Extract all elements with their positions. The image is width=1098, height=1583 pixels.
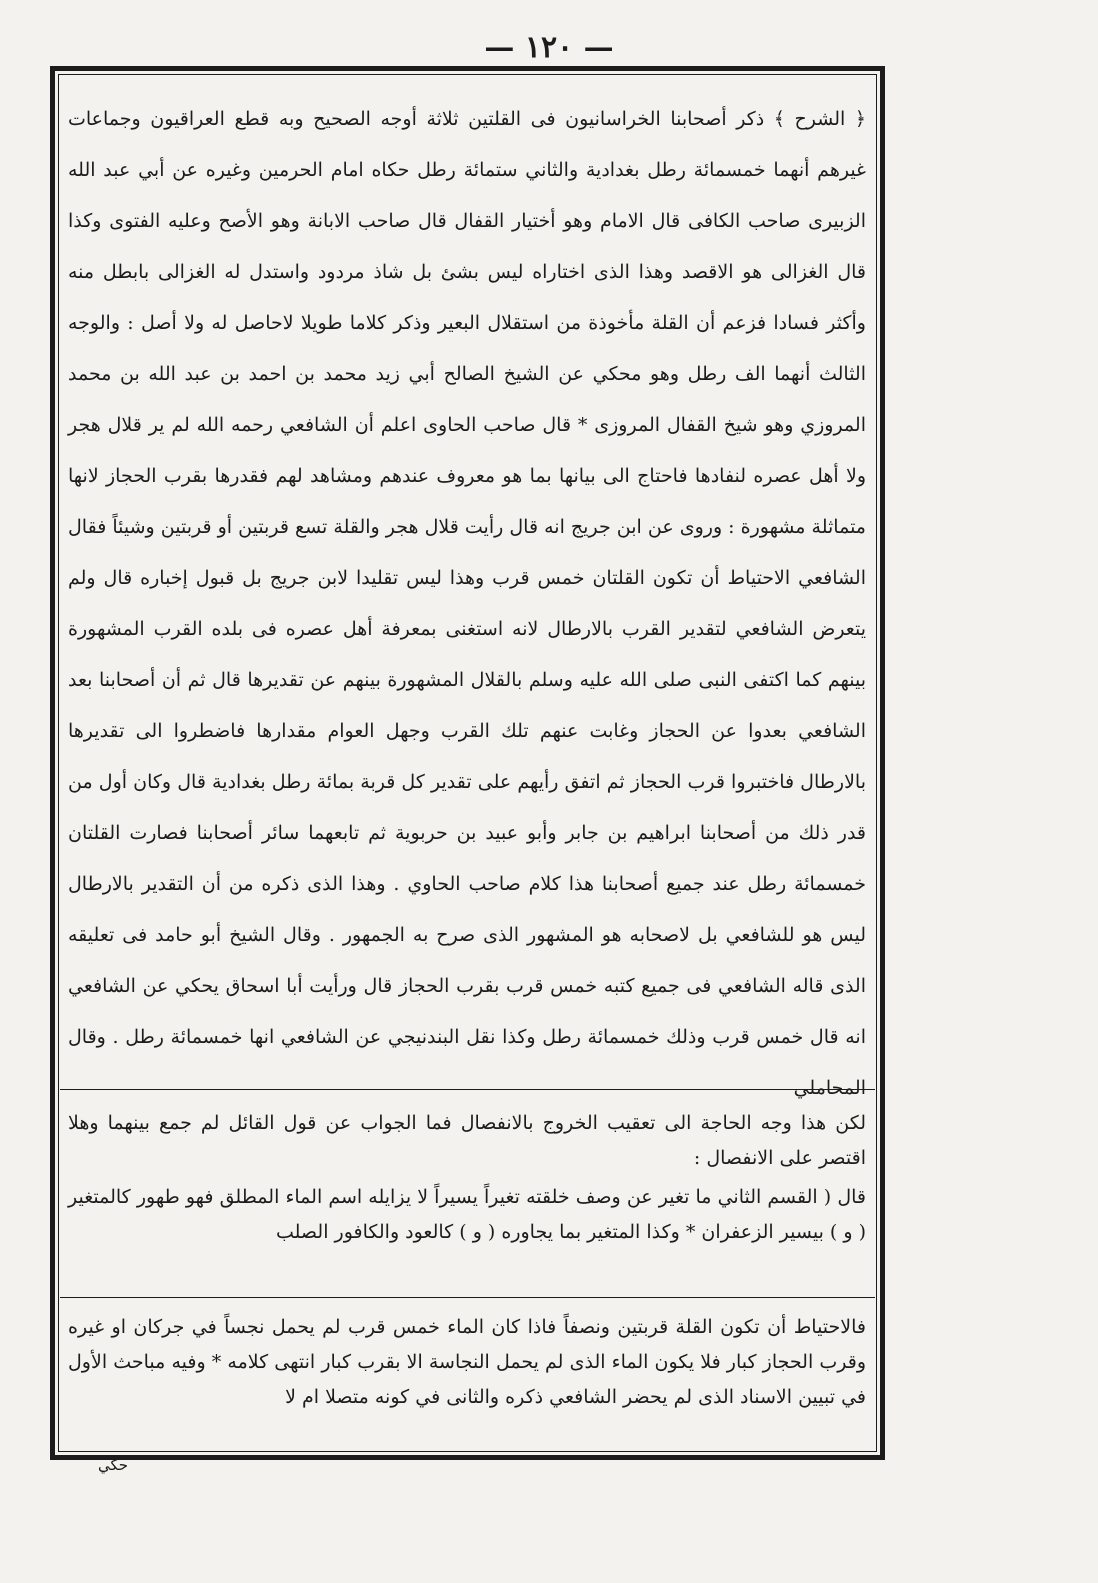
section-divider-top xyxy=(60,1089,875,1090)
commentary-paragraph: ﴿ الشرح ﴾ ذكر أصحابنا الخراسانيون فى القلتين ثلاثة أوجه الصحيح وبه قطع العراقيون وجماعات غيرهم أنهما خمسمائة رطل بغدادية والثاني ستمائة رطل حكاه امام الحرمين وغيره عن أبي عبد الله الزبيرى صاحب الكافى قال الامام وهو أختيار القفال قال صاحب الابانة وهو الأصح وعليه الفتوى وكذا قال الغزالى هو الاقصد وهذا الذى اختاراه ليس بشئ بل شاذ مردود واستدل له الغزالى بابطل منه وأكثر فسادا فزعم أن القلة مأخوذة من استقلال البعير وذكر كلاما طويلا لاحاصل له ولا أصل : والوجه الثالث أنهما الف رطل وهو محكي عن الشيخ الصالح أبي زيد محمد بن احمد بن عبد الله بن محمد المروزي وهو شيخ القفال المروزى * قال صاحب الحاوى اعلم أن الشافعي رحمه الله لم ير قلال هجر ولا أهل عصره لنفادها فاحتاج الى بيانها بما هو معروف عندهم ومشاهد لهم فقدرها بقرب الحجاز لانها متماثلة مشهورة : وروى عن ابن جريج انه قال رأيت قلال هجر والقلة تسع قربتين أو قربتين وشيئاً فقال الشافعي الاحتياط أن تكون القلتان خمس قرب وهذا ليس تقليدا لابن جريج بل قبول إخباره قال ولم يتعرض الشافعي لتقدير القرب بالارطال لانه استغنى بمعرفة أهل عصره فى بلده القرب المشهورة بينهم كما اكتفى النبى صلى الله عليه وسلم بالقلال المشهورة بينهم عن تقديرها قال ثم أن أصحابنا بعد الشافعي بعدوا عن الحجاز وغابت عنهم تلك القرب وجهل العوام مقدارها فاضطروا الى تقديرها بالارطال فاختبروا قرب الحجاز ثم اتفق رأيهم على تقدير كل قربة بمائة رطل بغدادية قال وكان أول من قدر ذلك من أصحابنا ابراهيم بن جابر وأبو عبيد بن حربوية ثم تابعهما سائر أصحابنا فصارت القلتان خمسمائة رطل عند جميع أصحابنا هذا كلام صاحب الحاوي . وهذا الذى ذكره من أن التقدير بالارطال ليس هو للشافعي بل لاصحابه هو المشهور الذى صرح به الجمهور . وقال الشيخ أبو حامد فى تعليقه الذى قاله الشافعي فى جميع كتبه خمس قرب بقرب الحجاز قال ورأيت أبا اسحاق يحكي عن الشافعي انه قال خمس قرب وذلك خمسمائة رطل وكذا نقل البندنيجي عن الشافعي انها خمسمائة رطل . وقال المحاملي xyxy=(68,108,867,1099)
section-divider-bottom xyxy=(60,1297,875,1298)
commentary-text xyxy=(68,94,866,1114)
middle-section xyxy=(68,1106,866,1250)
page-number: — ١٢٠ — xyxy=(484,30,614,65)
middle-section-text: لكن هذا وجه الحاجة الى تعقيب الخروج بالانفصال فما الجواب عن قول القائل لم جمع بينهما وهلا اقتصر على الانفصال : xyxy=(68,1112,866,1169)
middle-section-quote: قال ( القسم الثاني ما تغير عن وصف خلقته تغيراً يسيراً لا يزايله اسم الماء المطلق فهو طهور كالمتغير ( و ) بيسير الزعفران * وكذا المتغير بما يجاوره ( و ) كالعود والكافور الصلب xyxy=(68,1186,866,1243)
footer-catchword: حكي xyxy=(98,1456,129,1474)
bottom-section xyxy=(68,1310,866,1415)
bottom-section-text: فالاحتياط أن تكون القلة قربتين ونصفاً فاذا كان الماء خمس قرب لم يحمل نجساً في جركان او غيره وقرب الحجاز كبار فلا يكون الماء الذى لم يحمل النجاسة الا بقرب كبار انتهى كلامه * وفيه مباحث الأول في تبيين الاسناد الذى لم يحضر الشافعي ذكره والثانى في كونه متصلا ام لا xyxy=(68,1316,866,1408)
